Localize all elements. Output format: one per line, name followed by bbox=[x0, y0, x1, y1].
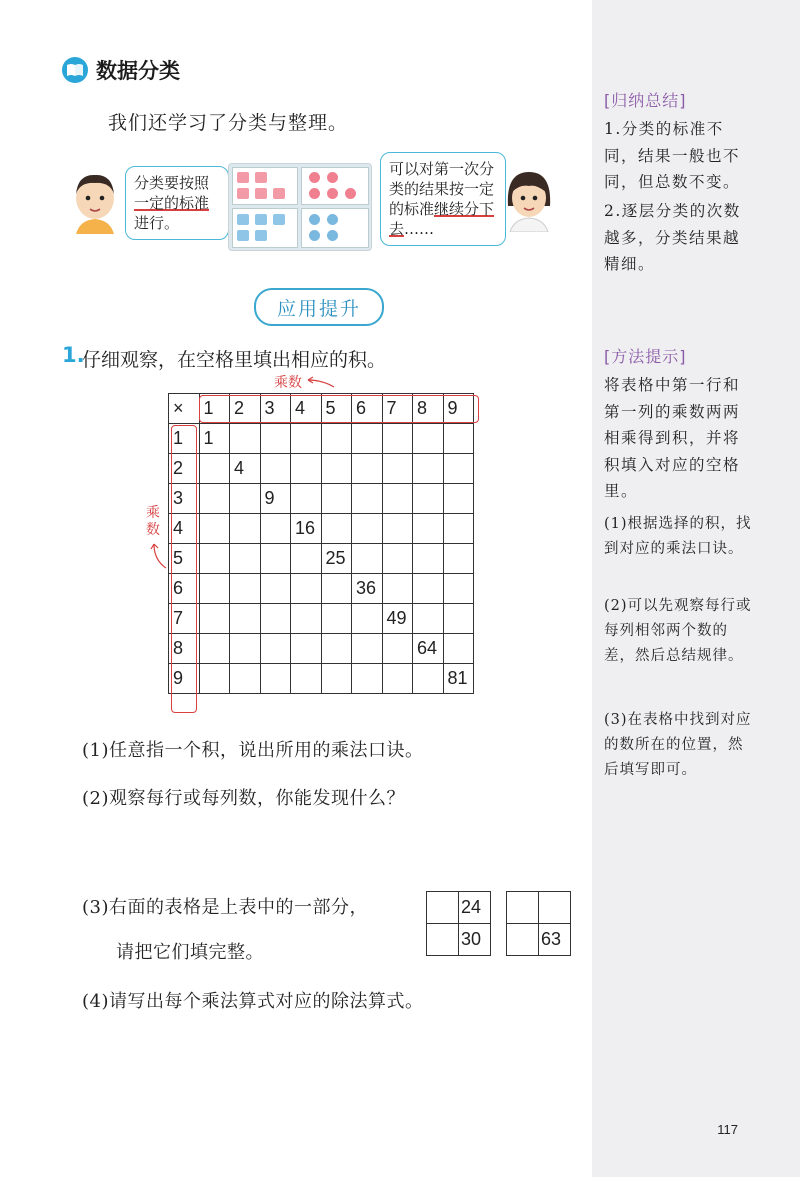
table-cell[interactable]: 81 bbox=[443, 664, 474, 694]
sub-question-3-line1: (3)右面的表格是上表中的一部分， bbox=[82, 897, 368, 918]
question-number: 1. bbox=[62, 343, 85, 367]
table-cell[interactable] bbox=[321, 424, 352, 454]
header-cell: 4 bbox=[291, 394, 322, 424]
row-header-cell: 2 bbox=[169, 454, 200, 484]
table-cell[interactable] bbox=[443, 484, 474, 514]
table-cell[interactable] bbox=[382, 454, 413, 484]
section-title: 数据分类 bbox=[96, 59, 180, 83]
table-cell[interactable]: 64 bbox=[413, 634, 444, 664]
row-header-cell: 4 bbox=[169, 514, 200, 544]
header-cell: 7 bbox=[382, 394, 413, 424]
table-cell[interactable] bbox=[352, 484, 383, 514]
table-cell[interactable] bbox=[443, 544, 474, 574]
page-number: 117 bbox=[717, 1122, 738, 1137]
table-cell[interactable] bbox=[352, 634, 383, 664]
summary-item-1: 1.分类的标准不同，结果一般也不同，但总数不变。 bbox=[604, 120, 741, 191]
table-cell[interactable] bbox=[352, 664, 383, 694]
summary-title: [归纳总结] bbox=[604, 91, 687, 110]
table-cell[interactable] bbox=[230, 634, 261, 664]
table-cell[interactable] bbox=[260, 634, 291, 664]
speech-bubble-left bbox=[125, 166, 229, 240]
table-cell[interactable] bbox=[413, 424, 444, 454]
table-cell[interactable] bbox=[321, 634, 352, 664]
boy-illustration bbox=[66, 168, 124, 234]
table-cell[interactable] bbox=[413, 514, 444, 544]
table-cell[interactable] bbox=[321, 574, 352, 604]
table-row bbox=[169, 514, 474, 544]
table-cell[interactable] bbox=[291, 544, 322, 574]
partial-table-a bbox=[426, 891, 491, 956]
multiplication-table bbox=[168, 393, 474, 694]
table-cell[interactable]: 49 bbox=[382, 604, 413, 634]
table-cell[interactable] bbox=[199, 484, 230, 514]
table-cell[interactable] bbox=[352, 544, 383, 574]
application-header bbox=[254, 288, 384, 326]
table-cell[interactable] bbox=[443, 574, 474, 604]
table-cell[interactable] bbox=[199, 634, 230, 664]
table-cell[interactable] bbox=[199, 514, 230, 544]
table-cell[interactable] bbox=[291, 604, 322, 634]
table-cell[interactable] bbox=[230, 514, 261, 544]
bubble-left-highlight: 一定的标准 bbox=[134, 194, 210, 212]
table-row bbox=[169, 484, 474, 514]
table-cell[interactable] bbox=[260, 454, 291, 484]
header-cell: 6 bbox=[352, 394, 383, 424]
table-cell[interactable] bbox=[199, 454, 230, 484]
table-cell[interactable]: 9 bbox=[260, 484, 291, 514]
partial-cell[interactable] bbox=[427, 892, 459, 924]
intro-text: 我们还学习了分类与整理。 bbox=[108, 112, 349, 134]
application-title: 应用提升 bbox=[276, 297, 361, 320]
partial-cell: 63 bbox=[539, 924, 571, 956]
table-cell[interactable] bbox=[260, 544, 291, 574]
sub-question-1: (1)任意指一个积，说出所用的乘法口诀。 bbox=[82, 740, 424, 761]
table-cell[interactable] bbox=[382, 664, 413, 694]
header-cell: 1 bbox=[199, 394, 230, 424]
row-header-cell: 9 bbox=[169, 664, 200, 694]
partial-cell[interactable] bbox=[507, 924, 539, 956]
header-highlight-box bbox=[199, 395, 479, 423]
table-cell[interactable] bbox=[291, 424, 322, 454]
partial-cell[interactable] bbox=[427, 924, 459, 956]
sorting-illustration bbox=[228, 163, 372, 251]
table-cell[interactable] bbox=[382, 484, 413, 514]
table-row bbox=[169, 454, 474, 484]
table-cell[interactable] bbox=[291, 634, 322, 664]
table-cell[interactable] bbox=[260, 664, 291, 694]
bubble-right-prefix: 可以对第一次分类的结果按一定的标准 bbox=[389, 160, 495, 218]
partial-table-b bbox=[506, 891, 571, 956]
table-cell[interactable] bbox=[352, 454, 383, 484]
table-cell[interactable] bbox=[291, 484, 322, 514]
table-row bbox=[169, 664, 474, 694]
row-header-cell: 6 bbox=[169, 574, 200, 604]
table-cell[interactable] bbox=[230, 604, 261, 634]
table-cell[interactable] bbox=[382, 634, 413, 664]
question-text: 仔细观察，在空格里填出相应的积。 bbox=[82, 349, 387, 371]
sub-question-2: (2)观察每行或每列数，你能发现什么？ bbox=[82, 788, 405, 809]
tip-item-3: (3)在表格中找到对应的数所在的位置，然后填写即可。 bbox=[604, 712, 752, 778]
table-cell[interactable] bbox=[321, 484, 352, 514]
partial-cell: 24 bbox=[459, 892, 491, 924]
table-cell[interactable] bbox=[260, 574, 291, 604]
table-cell[interactable] bbox=[199, 574, 230, 604]
table-cell[interactable]: 25 bbox=[321, 544, 352, 574]
tips-title: [方法提示] bbox=[604, 347, 687, 366]
row-header-cell: 3 bbox=[169, 484, 200, 514]
table-cell[interactable] bbox=[413, 574, 444, 604]
tip-item-2: (2)可以先观察每行或每列相邻两个数的差，然后总结规律。 bbox=[604, 598, 752, 664]
header-cell: 5 bbox=[321, 394, 352, 424]
table-cell[interactable] bbox=[199, 664, 230, 694]
row-header-cell: 5 bbox=[169, 544, 200, 574]
table-cell[interactable] bbox=[443, 604, 474, 634]
table-cell[interactable] bbox=[199, 604, 230, 634]
table-cell[interactable] bbox=[291, 664, 322, 694]
header-cell: 9 bbox=[443, 394, 474, 424]
table-row bbox=[169, 424, 474, 454]
header-cell: 2 bbox=[230, 394, 261, 424]
table-row bbox=[169, 574, 474, 604]
table-cell[interactable] bbox=[230, 574, 261, 604]
table-cell[interactable] bbox=[230, 424, 261, 454]
sub-question-3-line2: 请把它们填完整。 bbox=[116, 942, 264, 963]
table-cell[interactable] bbox=[382, 544, 413, 574]
table-cell[interactable] bbox=[382, 574, 413, 604]
sub-question-4: (4)请写出每个乘法算式对应的除法算式。 bbox=[82, 991, 424, 1012]
table-cell[interactable] bbox=[230, 544, 261, 574]
partial-cell: 30 bbox=[459, 924, 491, 956]
table-cell[interactable] bbox=[321, 664, 352, 694]
table-row bbox=[169, 634, 474, 664]
table-cell[interactable] bbox=[443, 424, 474, 454]
bubble-left-suffix: 进行。 bbox=[134, 214, 180, 232]
table-cell[interactable] bbox=[443, 634, 474, 664]
book-icon bbox=[62, 57, 88, 83]
header-cell: 8 bbox=[413, 394, 444, 424]
table-cell[interactable] bbox=[291, 574, 322, 604]
table-cell[interactable] bbox=[352, 514, 383, 544]
bubble-right-highlight: 继续分下去 bbox=[389, 200, 495, 238]
partial-cell[interactable] bbox=[539, 892, 571, 924]
table-cell[interactable] bbox=[413, 604, 444, 634]
table-cell[interactable] bbox=[260, 514, 291, 544]
multiplier-label-left: 乘数 bbox=[146, 505, 160, 538]
table-cell[interactable] bbox=[413, 664, 444, 694]
table-cell[interactable] bbox=[321, 454, 352, 484]
table-cell[interactable] bbox=[199, 544, 230, 574]
partial-cell[interactable] bbox=[507, 892, 539, 924]
table-cell[interactable] bbox=[382, 514, 413, 544]
table-cell[interactable] bbox=[413, 484, 444, 514]
table-cell[interactable] bbox=[413, 454, 444, 484]
table-cell[interactable] bbox=[321, 604, 352, 634]
table-cell[interactable]: 4 bbox=[230, 454, 261, 484]
table-row bbox=[169, 604, 474, 634]
table-cell[interactable] bbox=[230, 664, 261, 694]
table-cell[interactable] bbox=[352, 424, 383, 454]
tips-intro: 将表格中第一行和第一列的乘数两两相乘得到积，并将积填入对应的空格里。 bbox=[604, 376, 741, 500]
table-cell[interactable]: 16 bbox=[291, 514, 322, 544]
tip-item-1: (1)根据选择的积，找到对应的乘法口诀。 bbox=[604, 516, 752, 557]
row-header-cell: 7 bbox=[169, 604, 200, 634]
row-header-cell: 8 bbox=[169, 634, 200, 664]
table-cell[interactable] bbox=[260, 424, 291, 454]
section-header bbox=[62, 55, 180, 85]
table-cell[interactable] bbox=[413, 544, 444, 574]
table-cell[interactable] bbox=[382, 424, 413, 454]
table-corner: × bbox=[169, 394, 200, 424]
table-cell[interactable] bbox=[352, 604, 383, 634]
header-cell: 3 bbox=[260, 394, 291, 424]
table-row bbox=[169, 544, 474, 574]
bubble-left-prefix: 分类要按照 bbox=[134, 174, 210, 192]
table-cell[interactable] bbox=[230, 484, 261, 514]
table-cell[interactable] bbox=[321, 514, 352, 544]
bubble-right-suffix: …… bbox=[404, 220, 435, 238]
arrow-icon bbox=[148, 542, 170, 572]
arrow-icon bbox=[306, 374, 338, 390]
table-cell[interactable] bbox=[291, 454, 322, 484]
girl-illustration bbox=[500, 166, 558, 232]
table-cell[interactable]: 36 bbox=[352, 574, 383, 604]
summary-item-2: 2.逐层分类的次数越多，分类结果越精细。 bbox=[604, 202, 741, 273]
multiplier-label-top: 乘数 bbox=[274, 375, 302, 391]
table-cell[interactable]: 1 bbox=[199, 424, 230, 454]
table-cell[interactable] bbox=[443, 514, 474, 544]
column-highlight-box bbox=[171, 425, 197, 713]
speech-bubble-right bbox=[380, 152, 506, 246]
table-cell[interactable] bbox=[260, 604, 291, 634]
table-cell[interactable] bbox=[443, 454, 474, 484]
row-header-cell: 1 bbox=[169, 424, 200, 454]
